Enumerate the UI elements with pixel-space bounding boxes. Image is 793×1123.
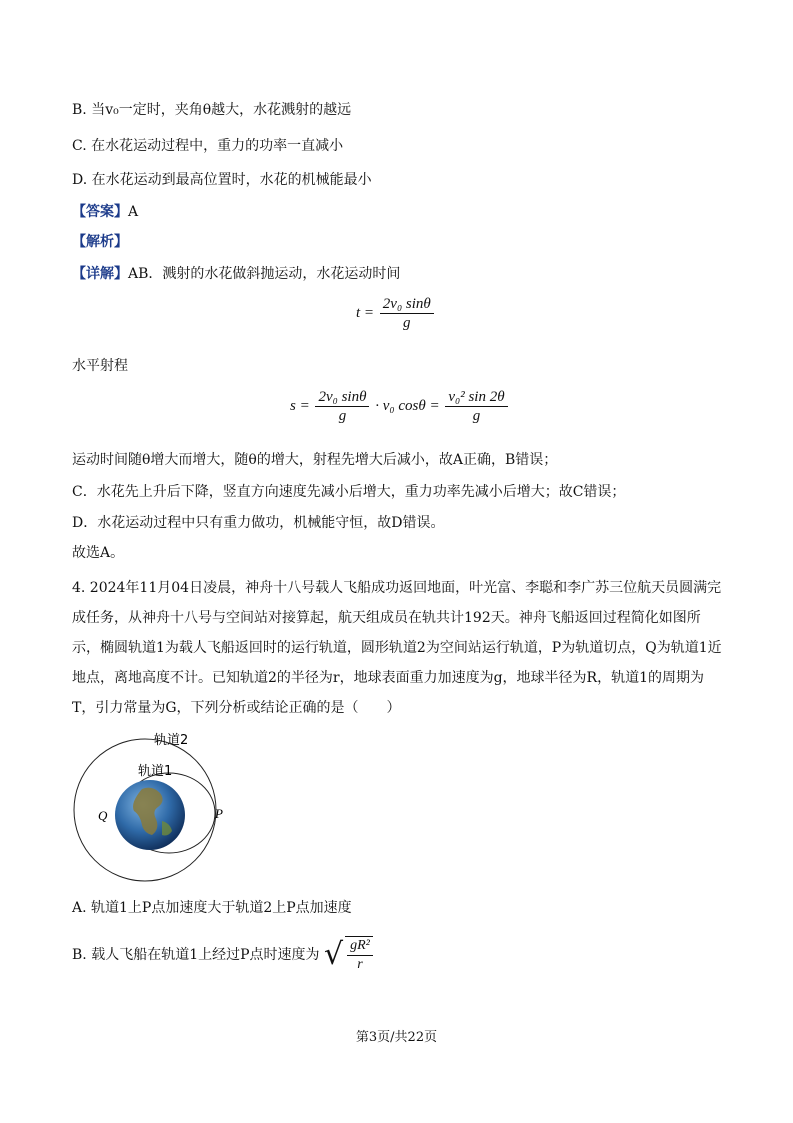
d-explanation: D．水花运动过程中只有重力做功，机械能守恒，故D错误。 (72, 515, 445, 531)
q4-option-a: A. 轨道1上P点加速度大于轨道2上P点加速度 (72, 900, 352, 916)
answer-line (72, 202, 138, 222)
orbit2-label: 轨道2 (154, 733, 189, 748)
sqrt-expression: √ $\frac{\text{gR²}}{r}$ (324, 936, 375, 974)
q-label: Q (98, 808, 108, 823)
option-d: D. 在水花运动到最高位置时，水花的机械能最小 (72, 172, 372, 188)
page-footer: 第3页/共22页 (355, 1030, 438, 1045)
analysis-tag: 【解析】 (72, 234, 128, 250)
time-formula: t = $\frac{\text{2v₀ sinθ}}{g}$ (356, 295, 436, 332)
p-label: P (215, 806, 223, 821)
answer-value: A (128, 204, 139, 220)
orbit-figure (70, 725, 240, 885)
orbit1-label: 轨道1 (138, 764, 173, 779)
detail-text: AB．溅射的水花做斜抛运动，水花运动时间 (128, 266, 401, 282)
range-label: 水平射程 (72, 358, 128, 374)
analysis-line (72, 232, 128, 252)
time-fraction: $\frac{\text{2v₀ sinθ}}{g}$ (380, 295, 434, 332)
choose-line: 故选A。 (72, 545, 125, 561)
c-explanation: C．水花先上升后下降，竖直方向速度先减小后增大，重力功率先减小后增大；故C错误； (72, 484, 626, 500)
detail-tag: 【详解】 (72, 266, 128, 282)
answer-tag: 【答案】 (72, 204, 128, 220)
option-c: C. 在水花运动过程中，重力的功率一直减小 (72, 138, 344, 154)
ab-conclusion: 运动时间随θ增大而增大，随θ的增大，射程先增大后减小，故A正确，B错误； (72, 452, 558, 468)
range-formula: s = $\frac{\text{2v₀ sinθ}}{g}$ · v₀ cosθ = $\frac{\text{v₀² sin 2θ}}{g}$ (290, 388, 510, 425)
q4-option-b: B. 载人飞船在轨道1上经过P点时速度为 √ $\frac{\text{gR²}}{r}$ (72, 936, 375, 974)
question-4: 4. 2024年11月04日凌晨，神舟十八号载人飞船成功返回地面，叶光富、李聪和李广苏三位航天员圆满完成任务，从神舟十八号与空间站对接算起，航天组成员在轨共计192天。神舟飞船返回过程简化如图所示，椭圆轨道1为载人飞船返回时的运行轨道，圆形轨道2为空间站运行轨道，P为轨道切点，Q为轨道1近地点，离地高度不计。已知轨道2的半径为r，地球表面重力加速度为g，地球半径为R，轨道1的周期为T，引力常量为G，下列分析或结论正确的是（ ） (72, 580, 722, 716)
option-b: B. 当v₀一定时，夹角θ越大，水花溅射的越远 (72, 102, 352, 118)
detail-line (72, 264, 400, 284)
